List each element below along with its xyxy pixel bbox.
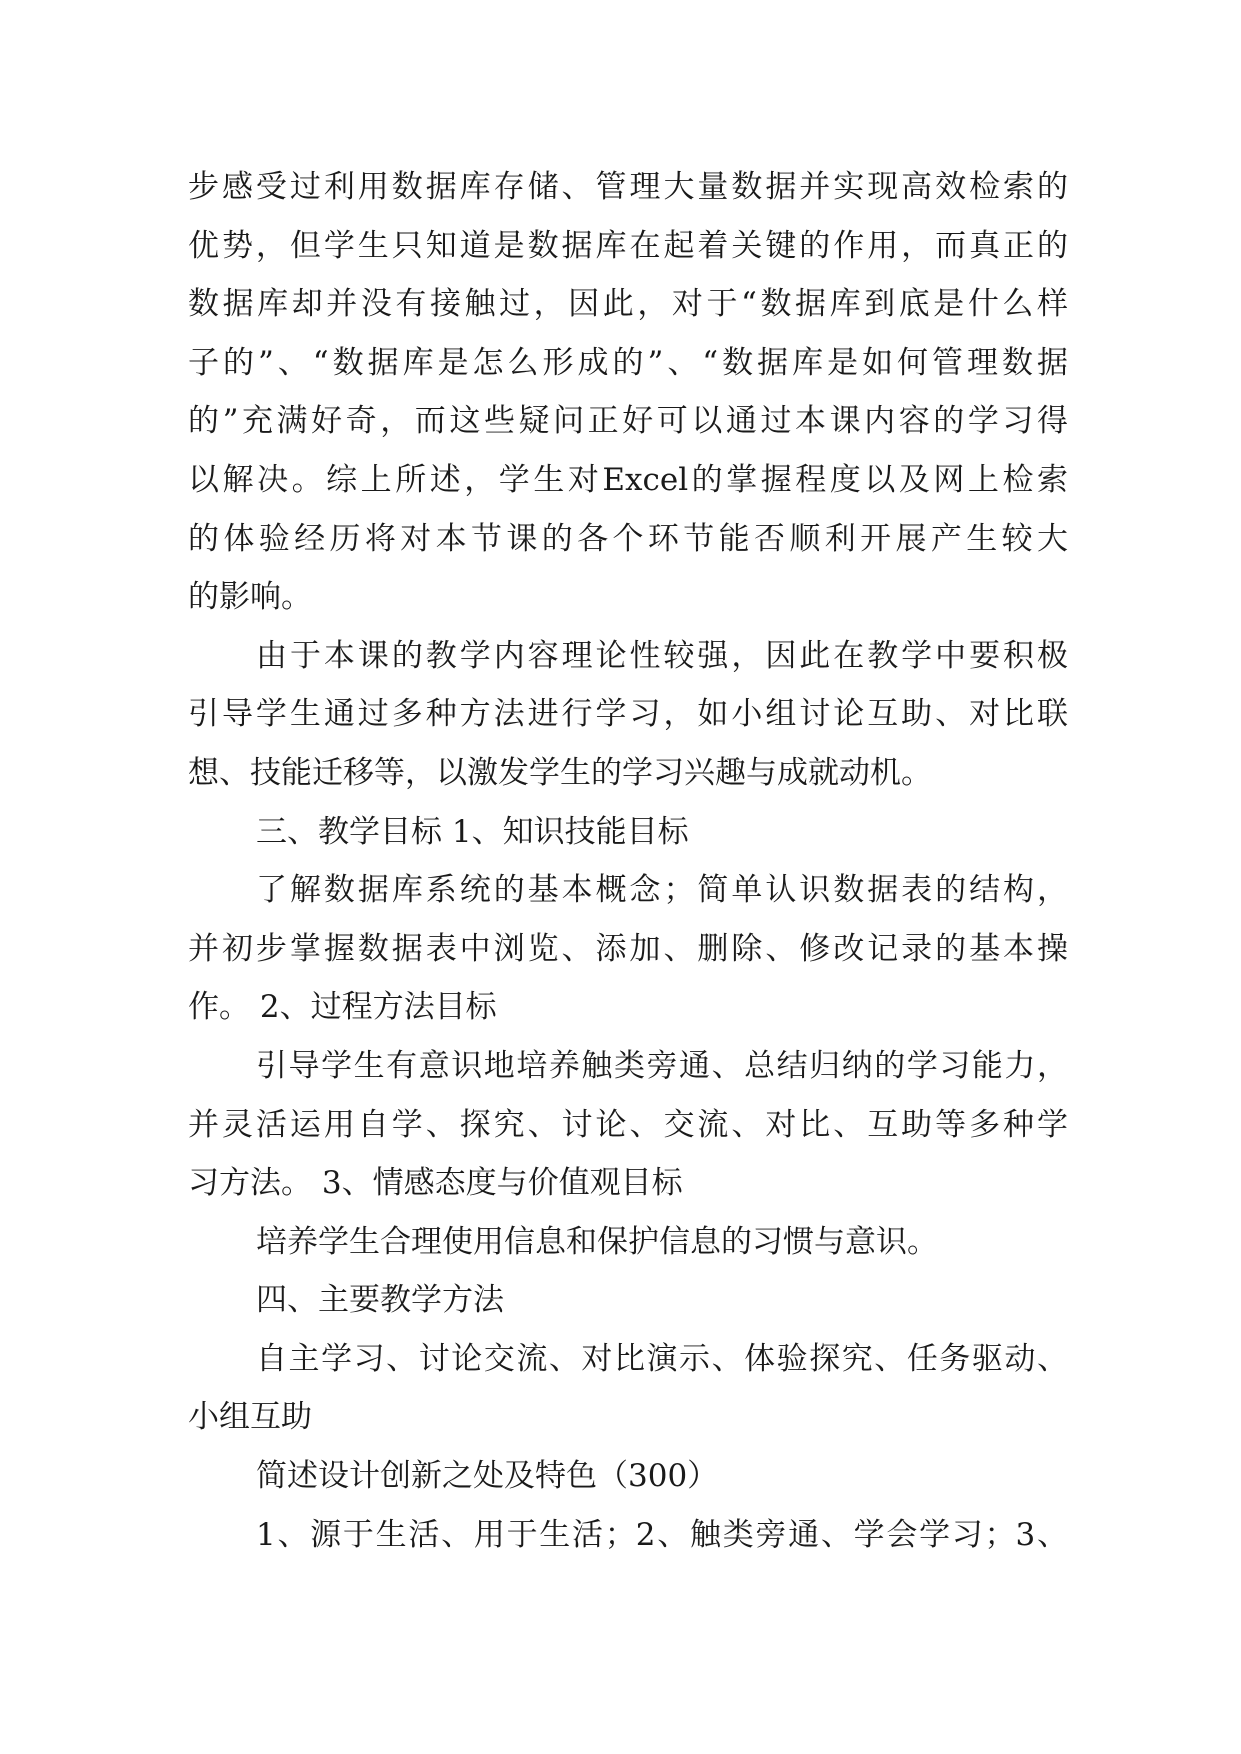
text-line: 子的”、“数据库是怎么形成的”、“数据库是如何管理数据 (188, 344, 1068, 381)
text-line: 并灵活运用自学、探究、讨论、交流、对比、互助等多种学 (188, 1106, 1068, 1143)
section-heading: 简述设计创新之处及特色（300） (256, 1458, 719, 1495)
text-line: 习方法。 3、情感态度与价值观目标 (188, 1165, 683, 1202)
text-line: 优势，但学生只知道是数据库在起着关键的作用，而真正的 (188, 227, 1068, 264)
text-line: 引导学生通过多种方法进行学习，如小组讨论互助、对比联 (188, 696, 1068, 733)
text-line: 并初步掌握数据表中浏览、添加、删除、修改记录的基本操 (188, 930, 1068, 967)
text-line: 小组互助 (188, 1399, 312, 1436)
text-line: 的影响。 (188, 579, 312, 616)
text-line: 自主学习、讨论交流、对比演示、体验探究、任务驱动、 (256, 1340, 1068, 1377)
text-line: 了解数据库系统的基本概念；简单认识数据表的结构， (256, 872, 1068, 909)
text-line: 1、源于生活、用于生活；2、触类旁通、学会学习；3、 (256, 1516, 1068, 1553)
text-line: 的体验经历将对本节课的各个环节能否顺利开展产生较大 (188, 520, 1068, 557)
section-heading: 四、主要教学方法 (256, 1282, 504, 1319)
text-line: 培养学生合理使用信息和保护信息的习惯与意识。 (256, 1223, 938, 1260)
text-line: 数据库却并没有接触过，因此，对于“数据库到底是什么样 (188, 286, 1068, 323)
section-heading: 三、教学目标 1、知识技能目标 (256, 813, 689, 850)
text-line: 的”充满好奇，而这些疑问正好可以通过本课内容的学习得 (188, 403, 1068, 440)
text-line: 步感受过利用数据库存储、管理大量数据并实现高效检索的 (188, 169, 1068, 205)
body-text (188, 158, 1068, 1564)
text-line: 引导学生有意识地培养触类旁通、总结归纳的学习能力， (256, 1047, 1068, 1084)
text-line: 想、技能迁移等，以激发学生的学习兴趣与成就动机。 (188, 754, 932, 791)
text-line: 由于本课的教学内容理论性较强，因此在教学中要积极 (256, 637, 1068, 674)
text-line: 以解决。综上所述，学生对Excel的掌握程度以及网上检索 (188, 461, 1068, 498)
text-line: 作。 2、过程方法目标 (188, 989, 497, 1026)
